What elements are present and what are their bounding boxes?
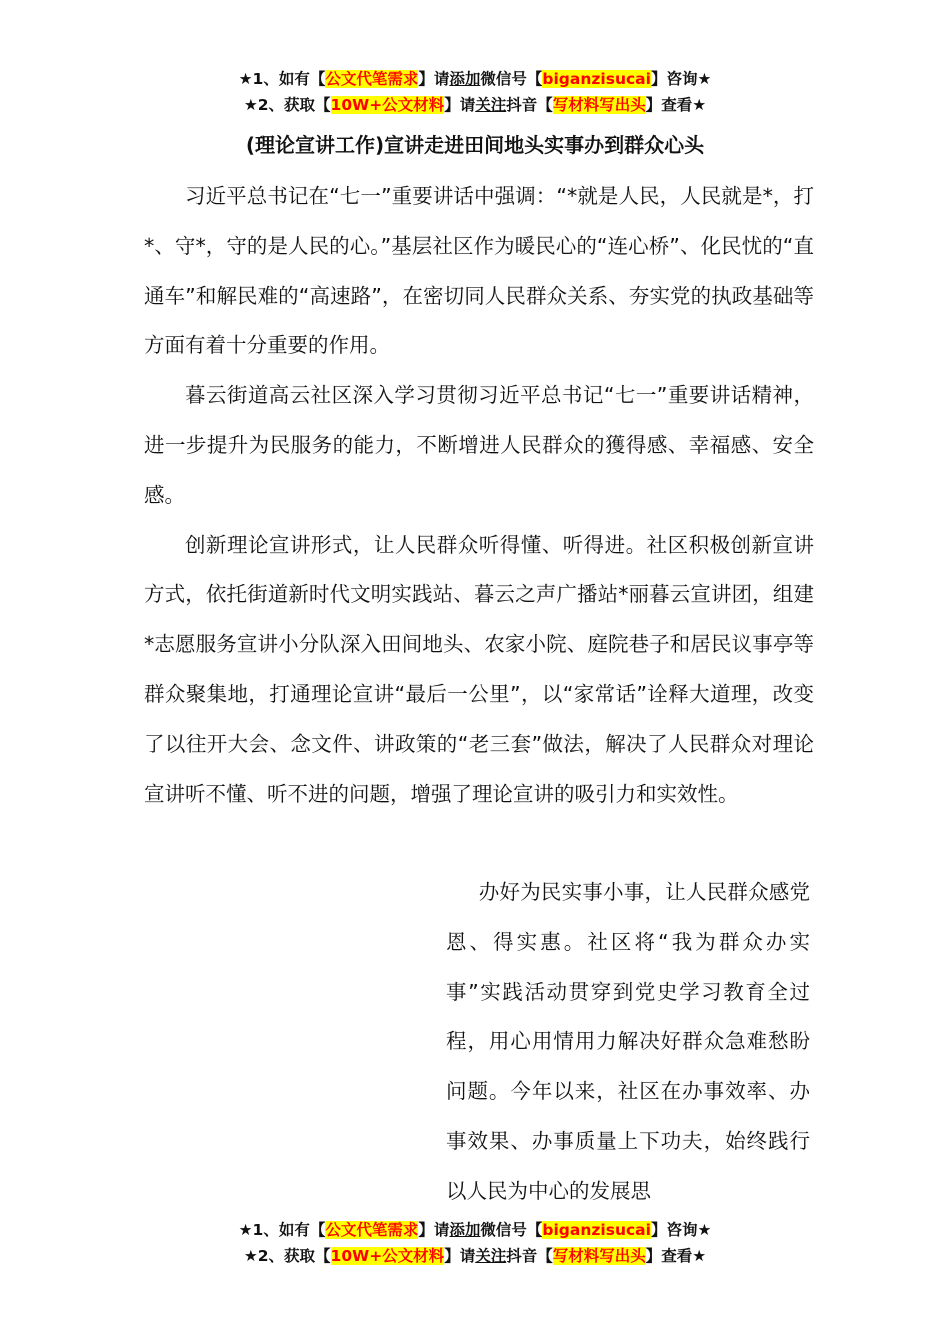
- banner-text: ★1、如有【: [238, 1221, 326, 1239]
- banner-line-1: [0, 66, 950, 92]
- paragraph-2: 暮云街道高云社区深入学习贯彻习近平总书记“七一”重要讲话精神，进一步提升为民服务的能力，不断增进人民群众的獲得感、幸福感、安全感。: [144, 383, 814, 507]
- banner-line-2: [0, 1243, 950, 1269]
- highlight-douyin-id: 写材料写出头: [552, 96, 646, 114]
- highlight-service: 公文代笔需求: [325, 1221, 419, 1239]
- banner-text: 】查看★: [645, 1247, 707, 1265]
- banner-text: 】请: [444, 1247, 476, 1265]
- highlight-douyin-id: 写材料写出头: [552, 1247, 646, 1265]
- highlight-materials: 10W+公文材料: [330, 96, 445, 114]
- highlight-service: 公文代笔需求: [325, 70, 419, 88]
- emphasis-follow: 关注: [475, 1247, 507, 1265]
- banner-text: ★2、获取【: [243, 1247, 331, 1265]
- document-body: [144, 172, 814, 819]
- banner-line-2: [0, 92, 950, 118]
- highlight-wechat-id: biganzisucai: [542, 70, 651, 88]
- highlight-wechat-id: biganzisucai: [542, 1221, 651, 1239]
- emphasis-add: 添加: [449, 70, 481, 88]
- narrow-text-column: [446, 868, 810, 1217]
- banner-text: 】咨询★: [650, 70, 712, 88]
- banner-text: 】请: [418, 70, 450, 88]
- banner-text: 抖音【: [506, 1247, 553, 1265]
- paragraph-3: 创新理论宣讲形式，让人民群众听得懂、听得进。社区积极创新宣讲方式，依托街道新时代文明实践站、暮云之声广播站*丽暮云宣讲团，组建*志愿服务宣讲小分队深入田间地头、农家小院、庭院巷子和居民议事亭等群众聚集地，打通理论宣讲“最后一公里”，以“家常话”诠释大道理，改变了以往开大会、念文件、讲政策的“老三套”做法，解决了人民群众对理论宣讲听不懂、听不进的问题，增强了理论宣讲的吸引力和实效性。: [144, 532, 814, 806]
- banner-text: 】咨询★: [650, 1221, 712, 1239]
- highlight-materials: 10W+公文材料: [330, 1247, 445, 1265]
- document-title: (理论宣讲工作)宣讲走进田间地头实事办到群众心头: [245, 133, 705, 157]
- banner-text: 微信号【: [480, 1221, 543, 1239]
- banner-line-1: [0, 1217, 950, 1243]
- banner-text: 】查看★: [645, 96, 707, 114]
- banner-text: 微信号【: [480, 70, 543, 88]
- footer-banner: [0, 1217, 950, 1269]
- banner-text: 抖音【: [506, 96, 553, 114]
- emphasis-follow: 关注: [475, 96, 507, 114]
- banner-text: ★2、获取【: [243, 96, 331, 114]
- header-banner: [0, 66, 950, 118]
- paragraph-1: 习近平总书记在“七一”重要讲话中强调：“*就是人民，人民就是*，打*、守*，守的是人民的心。”基层社区作为暖民心的“连心桥”、化民忧的“直通车”和解民难的“高速路”，在密切同人民群众关系、夯实党的执政基础等方面有着十分重要的作用。: [144, 184, 814, 358]
- banner-text: ★1、如有【: [238, 70, 326, 88]
- emphasis-add: 添加: [449, 1221, 481, 1239]
- banner-text: 】请: [444, 96, 476, 114]
- paragraph-4: 办好为民实事小事，让人民群众感党恩、得实惠。社区将“我为群众办实事”实践活动贯穿到党史学习教育全过程，用心用情用力解决好群众急难愁盼问题。今年以来，社区在办事效率、办事效果、办事质量上下功夫，始终践行以人民为中心的发展思: [446, 880, 810, 1203]
- banner-text: 】请: [418, 1221, 450, 1239]
